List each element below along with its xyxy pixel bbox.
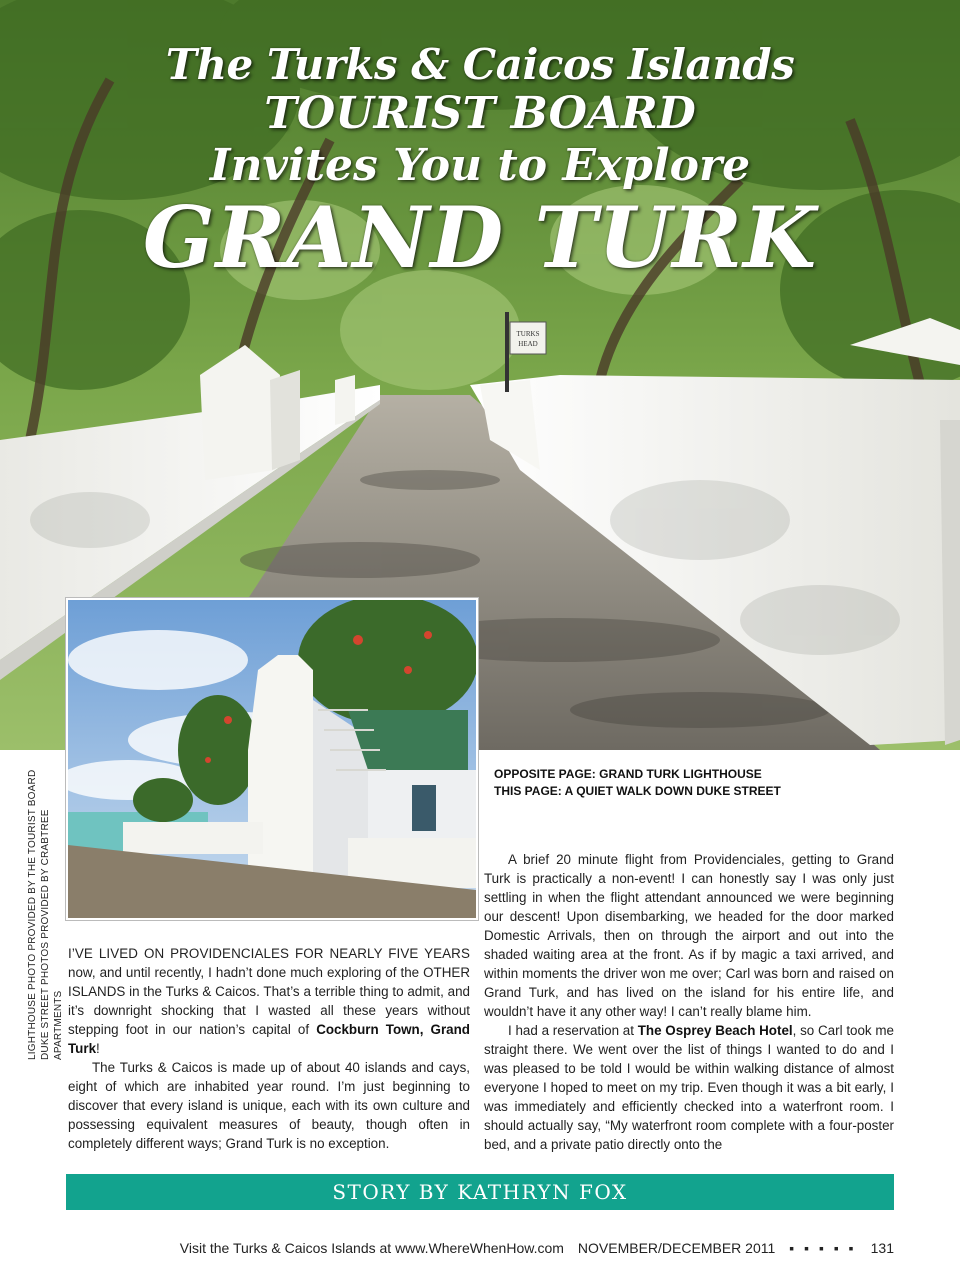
- footer-issue: NOVEMBER/DECEMBER 2011: [577, 1240, 776, 1256]
- footer-visit-text: Visit the Turks & Caicos Islands at www.WhereWhenHow.com: [179, 1240, 564, 1256]
- title-block: [0, 38, 960, 287]
- title-line-2: TOURIST BOARD: [264, 88, 696, 139]
- photo-caption: [494, 766, 914, 800]
- caption-line-1: OPPOSITE PAGE: GRAND TURK LIGHTHOUSE: [494, 767, 762, 781]
- photo-credits: [26, 760, 65, 1060]
- credit-line-1: LIGHTHOUSE PHOTO PROVIDED BY THE TOURIST BOARD: [27, 769, 38, 1060]
- svg-text:HEAD: HEAD: [518, 340, 538, 348]
- title-line-3: Invites You to Explore: [209, 140, 751, 191]
- page-footer: [0, 1240, 894, 1256]
- page-number: 131: [870, 1240, 894, 1256]
- place-name: Cockburn Town, Grand Turk: [68, 1022, 470, 1056]
- title-line-1: The Turks & Caicos Islands: [165, 40, 795, 89]
- article-paragraph: The Turks & Caicos is made up of about 40 islands and cays, eight of which are inhabited year round. I’m just beginning to discover that every island is unique, each with its own culture and possessing equivalent measures of beauty, though often in completely different ways; Grand Turk is no exception.: [68, 1060, 470, 1151]
- article-column-right: [484, 850, 894, 1154]
- credit-line-2: DUKE STREET PHOTOS PROVIDED BY CRABTREE APARTMENTS: [40, 809, 64, 1060]
- title-main: GRAND TURK: [142, 188, 818, 287]
- article-paragraph: I’VE LIVED ON PROVIDENCIALES FOR NEARLY FIVE YEARS now, and until recently, I hadn’t done much exploring of the OTHER ISLANDS in the Turks & Caicos. That’s a terrible thing to admit, and it’s downright shocking that I wasted all these years without stepping foot in our nation’s capital of Cockburn Town, Grand Turk!: [68, 946, 470, 1056]
- article-column-left: [68, 944, 470, 1153]
- caption-line-2: THIS PAGE: A QUIET WALK DOWN DUKE STREET: [494, 784, 781, 798]
- story-byline-banner: STORY BY KATHRYN FOX: [66, 1174, 894, 1210]
- sign-text: TURKS: [516, 330, 540, 338]
- article-paragraph: I had a reservation at The Osprey Beach Hotel, so Carl took me straight there. We went over the list of things I wanted to do and I was pleased to be told I would be within walking distance of almost everyone I hoped to meet on my trip. Even though it was a bit early, I was immediately and efficiently checked into a waterfront room. I should actually say, “My waterfront room complete with a four-poster bed, and a private patio directly onto the: [484, 1023, 894, 1152]
- footer-dots: ▪ ▪ ▪ ▪ ▪: [789, 1240, 857, 1256]
- lead-in-caps: I’VE LIVED ON PROVIDENCIALES FOR NEARLY FIVE YEARS: [68, 946, 470, 961]
- lighthouse-photo: [66, 598, 478, 920]
- article-paragraph: A brief 20 minute flight from Providenciales, getting to Grand Turk is practically a non-event! I can honestly say I was only just settling in when the flight attendant announced we were beginning our descent! Upon disembarking, we headed for the door marked Domestic Arrivals, then on through the airport and out into the shaded waiting area at the front. As if by magic a taxi arrived, and within moments the driver won me over; Carl was born and raised on Grand Turk, and has lived on the island for his entire life, and wouldn’t have it any other way! I can’t really blame him.: [484, 852, 894, 1019]
- hotel-name: The Osprey Beach Hotel: [637, 1023, 793, 1038]
